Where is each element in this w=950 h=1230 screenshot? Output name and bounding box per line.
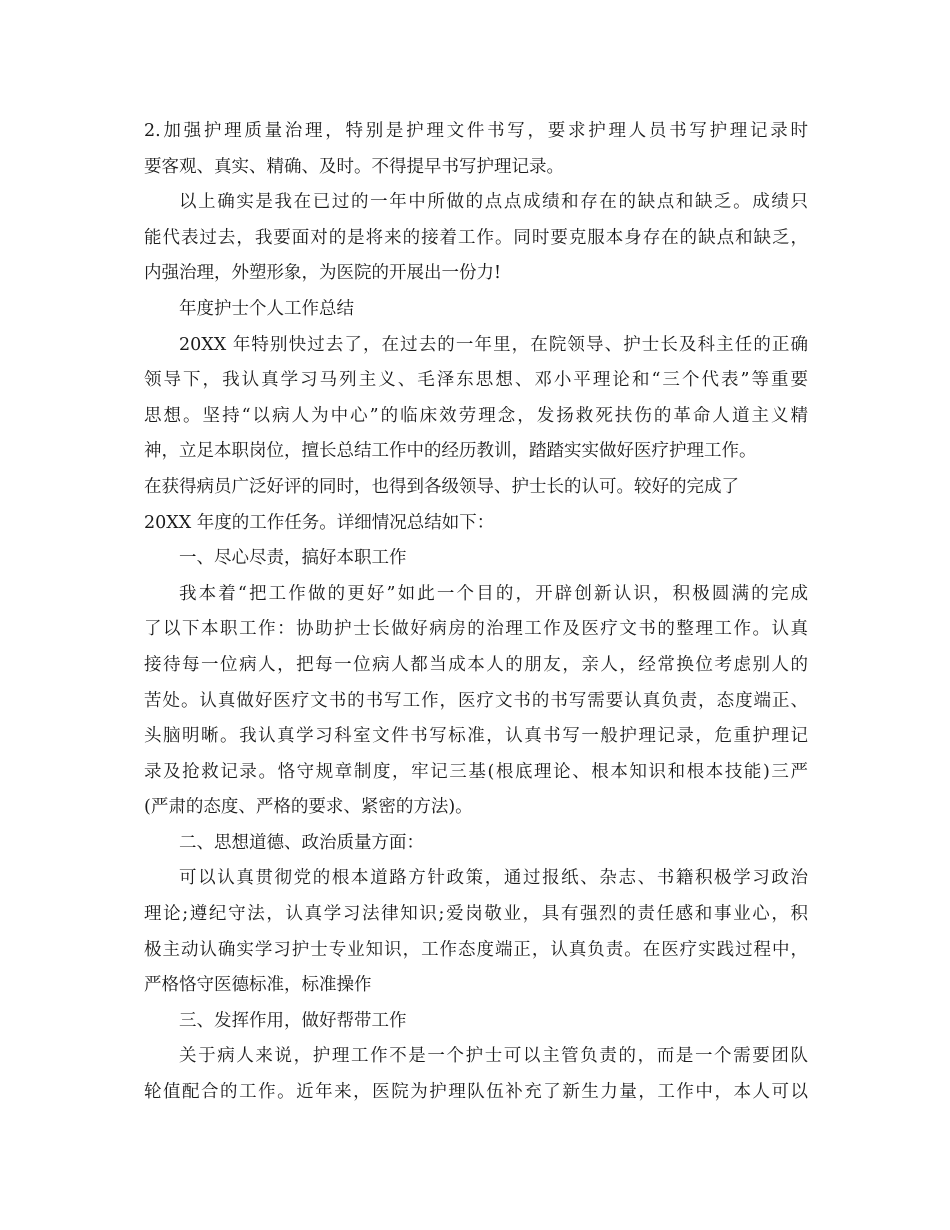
text-line: 2.加强护理质量治理，特别是护理文件书写，要求护理人员书写护理记录时	[144, 121, 808, 141]
text-line: 要客观、真实、精确、及时。不得提早书写护理记录。	[144, 156, 564, 177]
text-line: 我本着“把工作做的更好”如此一个目的，开辟创新认识，积极圆满的完成	[179, 583, 808, 604]
text-line: 以上确实是我在已过的一年中所做的点点成绩和存在的缺点和缺乏。成绩只	[179, 192, 808, 213]
text-line: 苦处。认真做好医疗文书的书写工作，医疗文书的书写需要认真负责，态度端正、	[144, 690, 808, 711]
text-line: 可以认真贯彻党的根本道路方针政策，通过报纸、杂志、书籍积极学习政治	[179, 868, 808, 889]
section-heading: 年度护士个人工作总结	[179, 298, 354, 319]
text-line: 了以下本职工作：协助护士长做好病房的治理工作及医疗文书的整理工作。认真	[144, 619, 808, 640]
text-line: 内强治理，外塑形象，为医院的开展出一份力!	[144, 263, 502, 284]
section-heading: 三、发挥作用，做好帮带工作	[179, 1010, 407, 1031]
section-heading: 一、尽心尽责，搞好本职工作	[179, 548, 407, 569]
text-line: 理论;遵纪守法，认真学习法律知识;爱岗敬业，具有强烈的责任感和事业心，积	[144, 904, 808, 925]
document-body	[144, 114, 808, 1111]
text-line: 头脑明晰。我认真学习科室文件书写标准，认真书写一般护理记录，危重护理记	[144, 726, 808, 747]
text-line: 严格恪守医德标准，标准操作	[144, 975, 372, 996]
text-line: (严肃的态度、严格的要求、紧密的方法)。	[144, 797, 473, 818]
text-line: 关于病人来说，护理工作不是一个护士可以主管负责的，而是一个需要团队	[179, 1046, 808, 1067]
section-heading: 二、思想道德、政治质量方面：	[179, 832, 424, 853]
text-line: 录及抢救记录。恪守规章制度，牢记三基(根底理论、根本知识和根本技能)三严	[144, 761, 808, 782]
text-line: 思想。坚持“以病人为中心”的临床效劳理念，发扬救死扶伤的革命人道主义精	[144, 405, 808, 426]
text-line: 20XX 年特别快过去了，在过去的一年里，在院领导、护士长及科主任的正确	[179, 334, 808, 355]
text-line: 能代表过去，我要面对的是将来的接着工作。同时要克服本身存在的缺点和缺乏，	[144, 227, 808, 248]
text-line: 接待每一位病人，把每一位病人都当成本人的朋友，亲人，经常换位考虑别人的	[144, 654, 808, 675]
text-line: 极主动认确实学习护士专业知识，工作态度端正，认真负责。在医疗实践过程中，	[144, 939, 808, 960]
text-line: 领导下，我认真学习马列主义、毛泽东思想、邓小平理论和“三个代表”等重要	[144, 370, 808, 391]
text-line: 20XX 年度的工作任务。详细情况总结如下：	[144, 512, 495, 533]
text-line: 在获得病员广泛好评的同时，也得到各级领导、护士长的认可。较好的完成了	[144, 476, 739, 497]
text-line: 神，立足本职岗位，擅长总结工作中的经历教训，踏踏实实做好医疗护理工作。	[144, 441, 757, 462]
text-line: 轮值配合的工作。近年来，医院为护理队伍补充了新生力量，工作中，本人可以	[144, 1082, 808, 1103]
